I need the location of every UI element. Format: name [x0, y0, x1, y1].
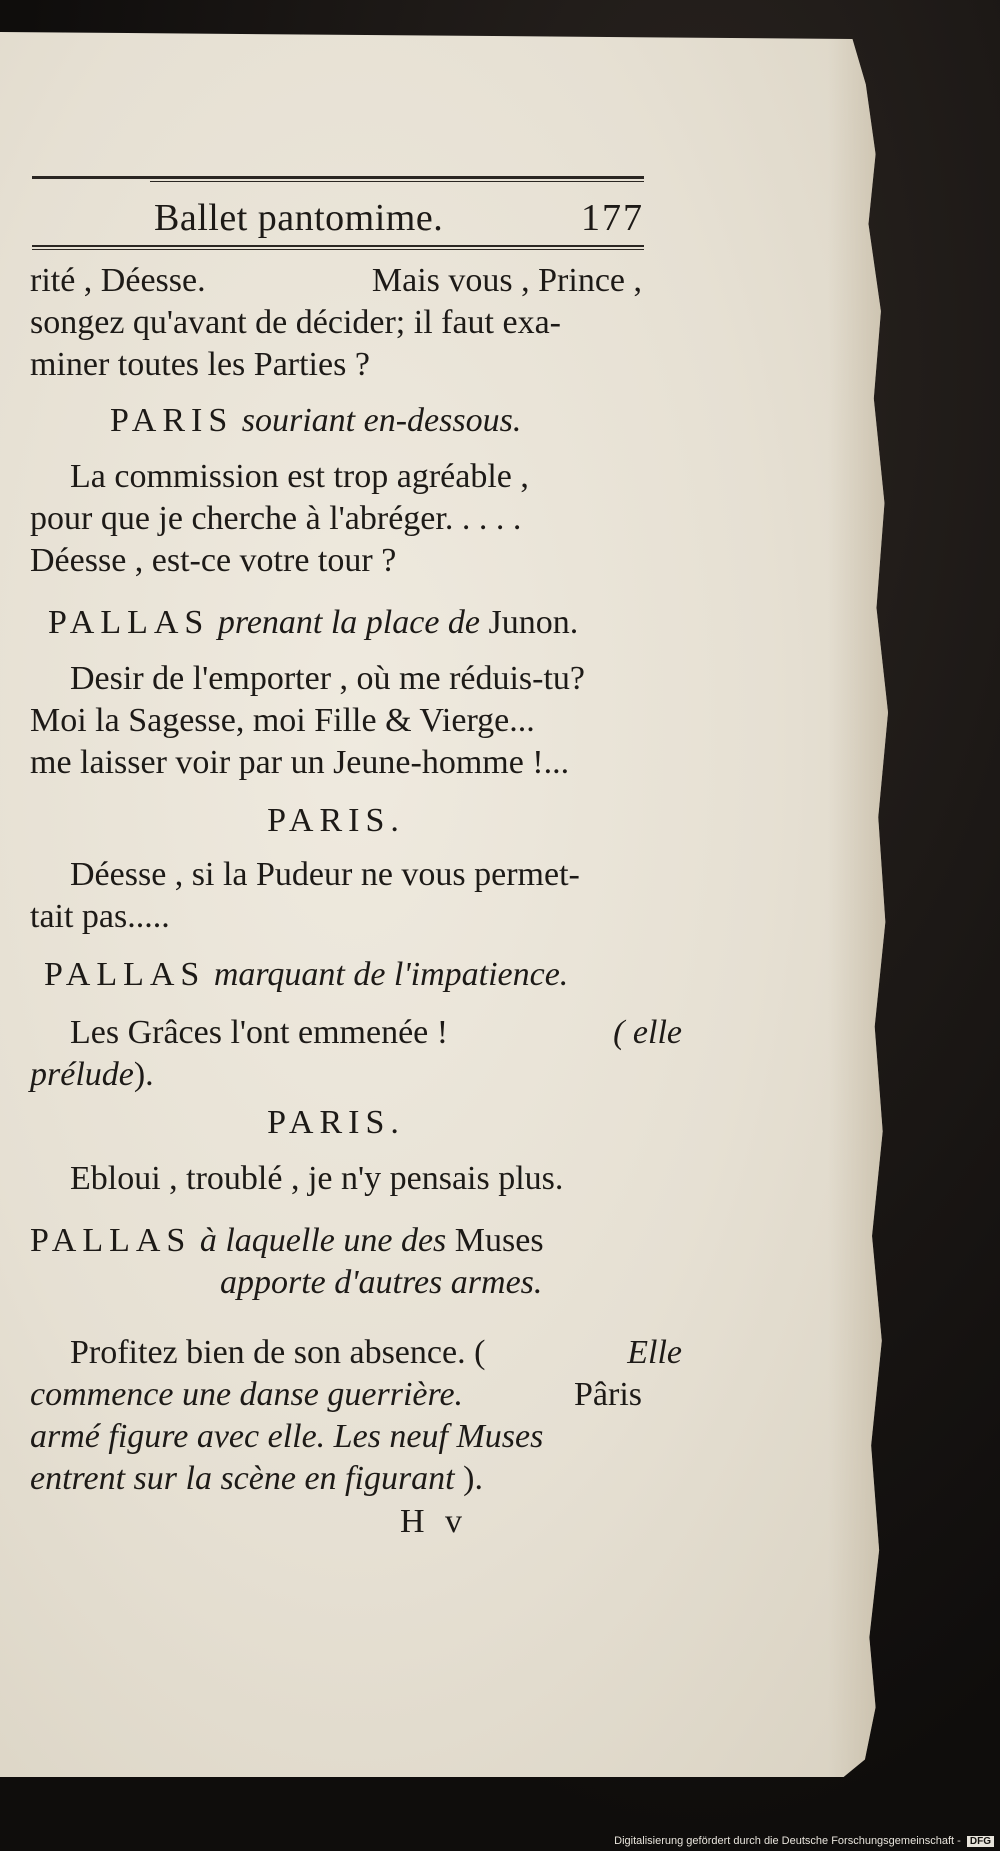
text-line: Moi la Sagesse, moi Fille & Vierge...: [30, 702, 535, 739]
text-segment: ).: [463, 1460, 483, 1497]
stage-direction: souriant en-dessous.: [241, 402, 522, 439]
text-line: [30, 1376, 642, 1414]
text-segment: Les Grâces l'ont emmenée !: [70, 1014, 449, 1051]
dfg-logo: DFG: [967, 1836, 994, 1847]
text-line: [30, 1460, 642, 1498]
text-line: [30, 1014, 682, 1052]
text-segment: Pâris: [574, 1376, 642, 1413]
text-line: Déesse , si la Pudeur ne vous permet-: [70, 856, 580, 893]
speaker-line: [30, 1222, 642, 1260]
text-line: Desir de l'emporter , où me réduis-tu?: [70, 660, 586, 697]
speaker-line: [30, 402, 722, 440]
text-segment: Profitez bien de son absence. (: [70, 1334, 486, 1371]
stage-direction: ( elle: [613, 1014, 682, 1051]
text-line: me laisser voir par un Jeune-homme !...: [30, 744, 570, 781]
header-rule-top: [32, 176, 644, 179]
speaker-heading: PARIS.: [267, 802, 405, 839]
stage-direction: armé figure avec elle. Les neuf Muses: [30, 1418, 544, 1455]
stage-direction: prélude: [30, 1056, 134, 1093]
text-line: La commission est trop agréable ,: [70, 458, 529, 495]
text-line: miner toutes les Parties ?: [30, 346, 370, 383]
credit-text: Digitalisierung gefördert durch die Deutsche Forschungsgemeinschaft -: [614, 1835, 961, 1847]
header-rule-top-thin: [150, 181, 644, 182]
speaker-name: PALLAS: [44, 956, 206, 993]
page-number: 177: [581, 197, 644, 239]
stage-direction: commence une danse guerrière.: [30, 1376, 464, 1413]
text-segment: ).: [133, 1056, 154, 1093]
stage-direction: apporte d'autres armes.: [220, 1264, 543, 1301]
speaker-name: PARIS: [110, 402, 234, 439]
text-line: [30, 1056, 642, 1094]
text-line: songez qu'avant de décider; il faut exa-: [30, 304, 562, 341]
speaker-heading: PARIS.: [267, 1104, 405, 1141]
running-head: [150, 196, 644, 242]
running-title: Ballet pantomime.: [154, 197, 444, 239]
catchword: H v: [400, 1503, 469, 1540]
text-line: Ebloui , troublé , je n'y pensais plus.: [70, 1160, 564, 1197]
stage-direction: à laquelle une des: [199, 1222, 447, 1259]
text-segment: Mais vous , Prince ,: [371, 262, 642, 299]
digitization-credit: [614, 1835, 994, 1847]
text-segment: rité , Déesse.: [30, 262, 206, 299]
speaker-name: Junon.: [488, 604, 579, 641]
text-line: tait pas.....: [30, 898, 170, 935]
text-line: [30, 262, 642, 300]
speaker-name: Muses: [454, 1222, 544, 1259]
stage-direction: prenant la place de: [217, 604, 481, 641]
stage-direction: marquant de l'impatience.: [213, 956, 569, 993]
speaker-line: [30, 956, 656, 994]
stage-direction: entrent sur la scène en figurant: [30, 1460, 455, 1497]
speaker-name: PALLAS: [30, 1222, 192, 1259]
speaker-line: [30, 604, 660, 642]
text-line: [30, 1334, 682, 1372]
text-line: Déesse , est-ce votre tour ?: [30, 542, 397, 579]
stage-direction: Elle: [627, 1334, 682, 1371]
header-rule-bottom: [32, 245, 644, 247]
speaker-name: PALLAS: [48, 604, 210, 641]
header-rule-bottom-thin: [32, 249, 644, 250]
text-line: pour que je cherche à l'abréger. . . . .: [30, 500, 522, 537]
